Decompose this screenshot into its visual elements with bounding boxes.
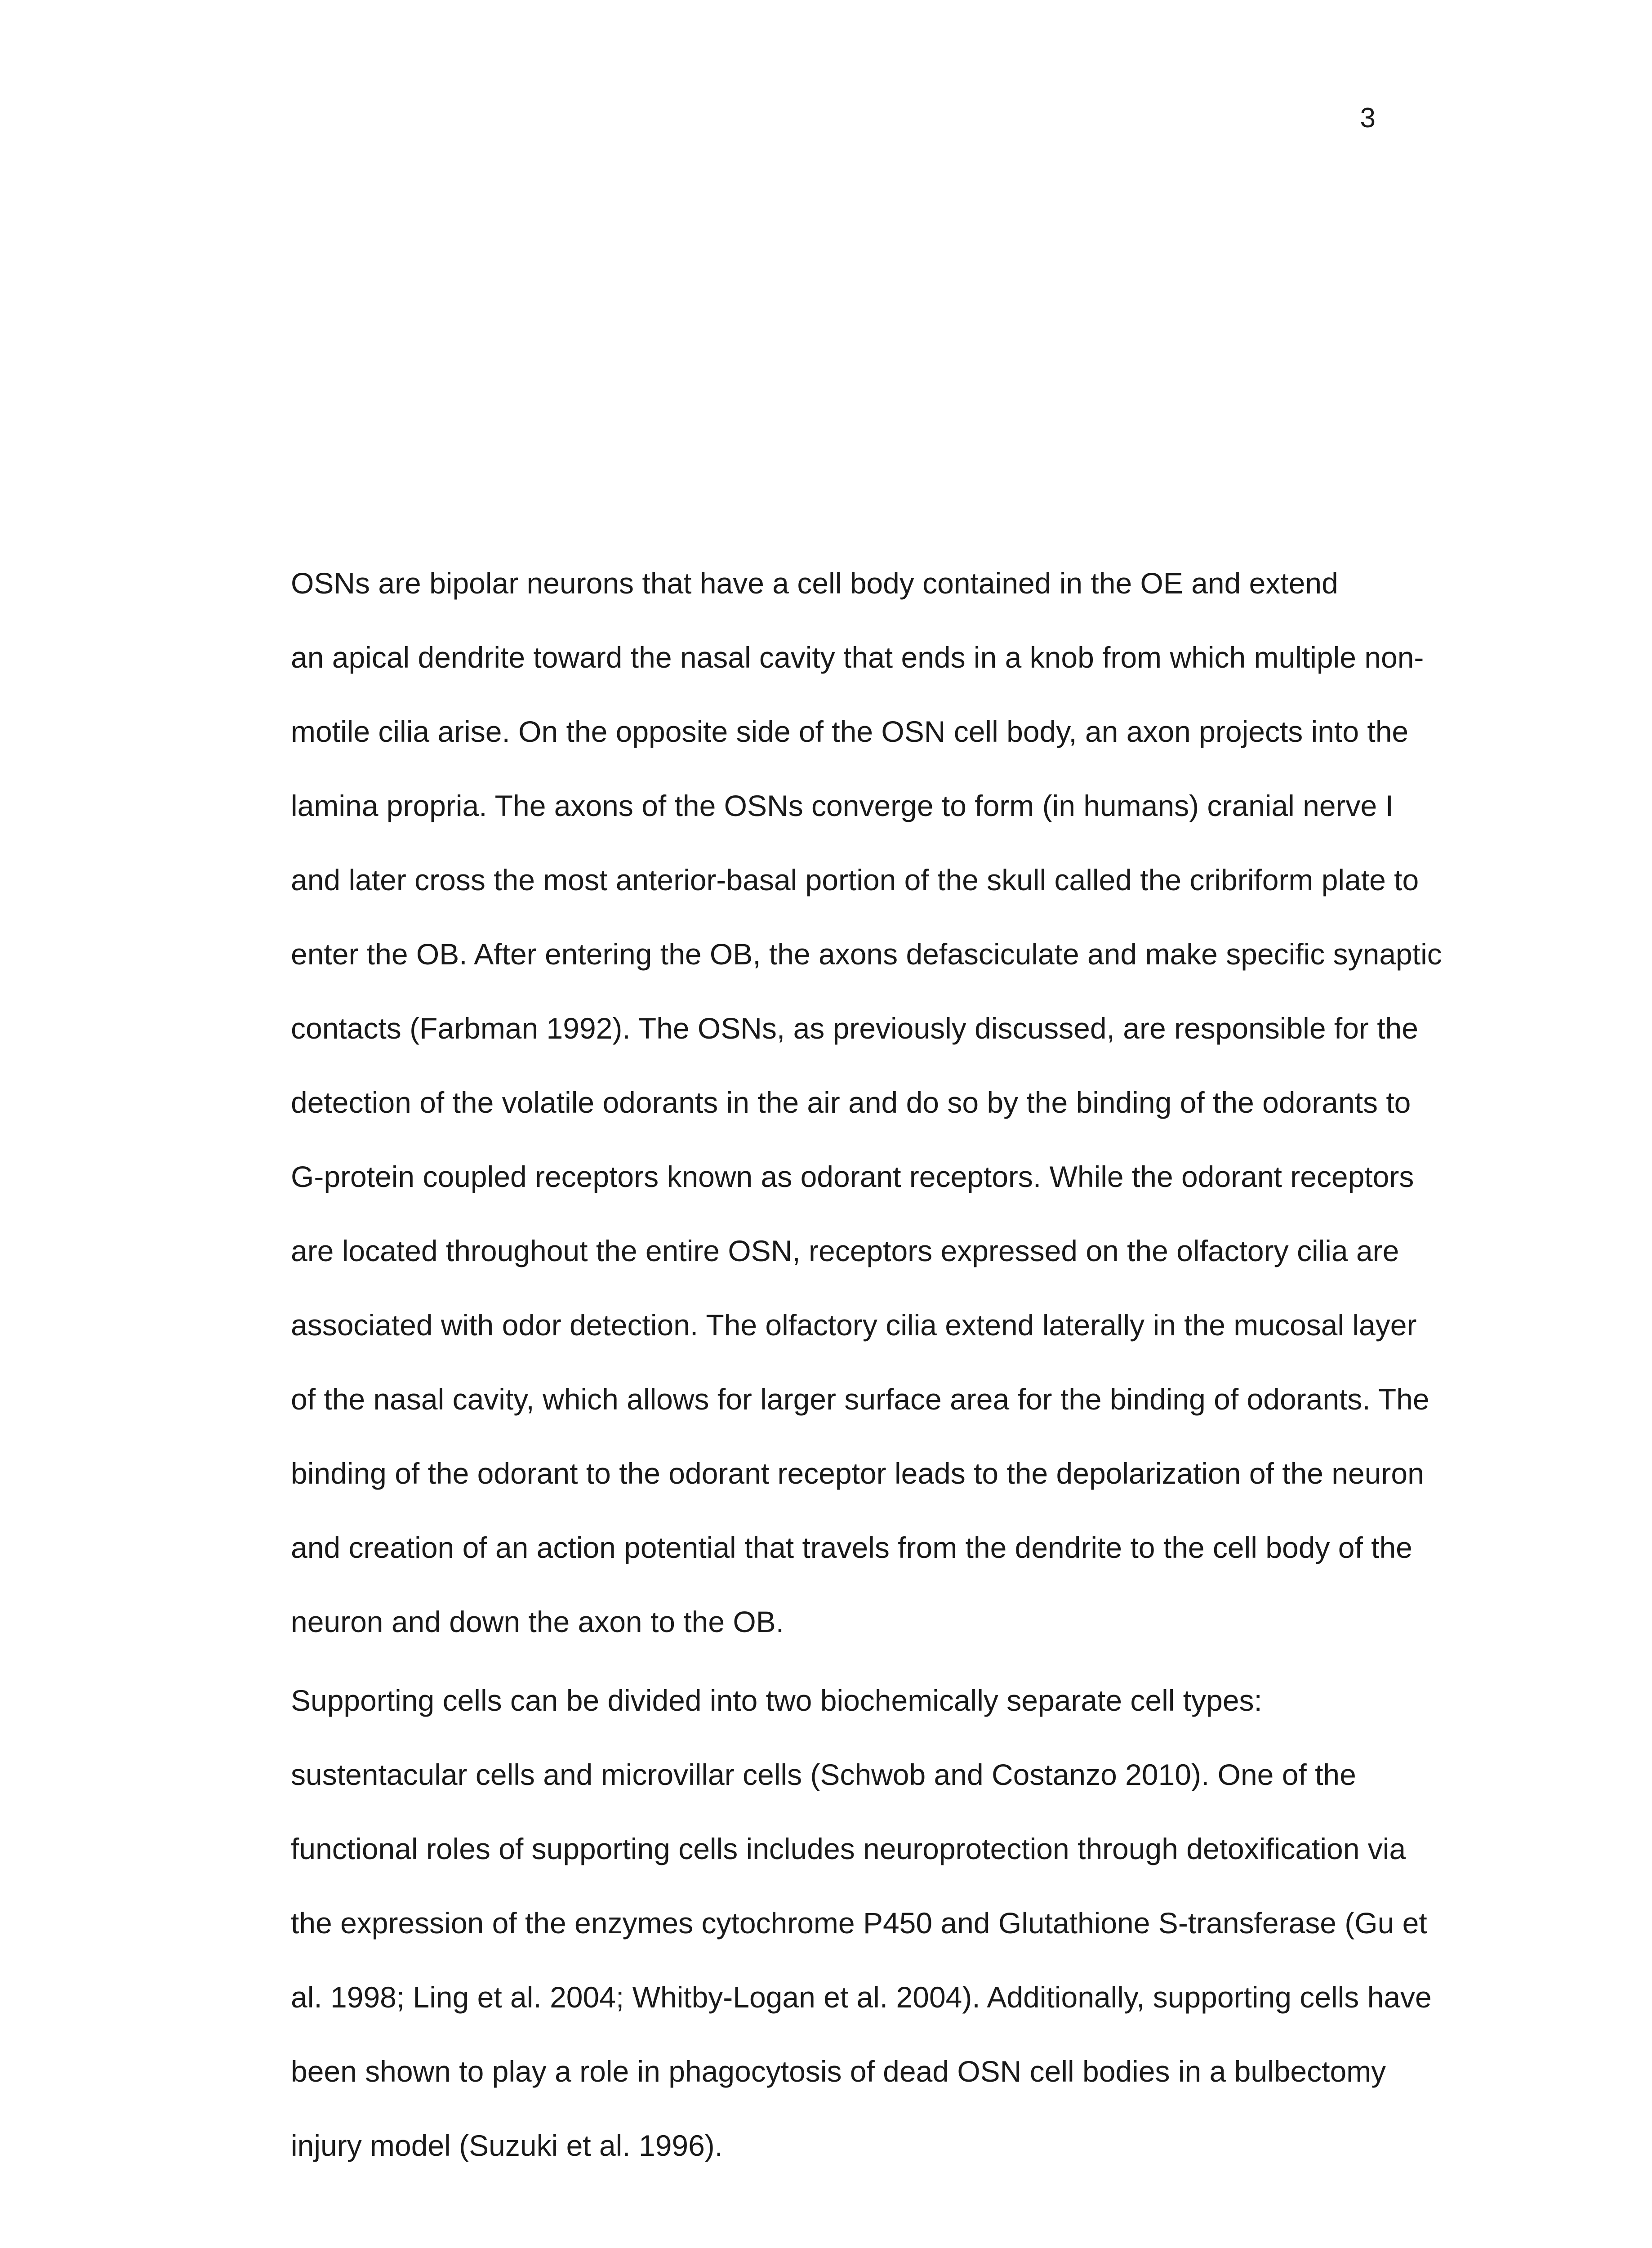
text-line: been shown to play a role in phagocytosis of dead OSN cell bodies in a bulbectomy [291, 2055, 1386, 2088]
text-line: the expression of the enzymes cytochrome P450 and Glutathione S-transferase (Gu et [291, 1906, 1427, 1940]
text-line: functional roles of supporting cells includes neuroprotection through detoxification via [291, 1832, 1406, 1865]
page-number: 3 [1360, 103, 1376, 134]
text-line: an apical dendrite toward the nasal cavity that ends in a knob from which multiple non- [291, 641, 1424, 674]
text-line: Supporting cells can be divided into two biochemically separate cell types: [291, 1684, 1262, 1717]
text-line: neuron and down the axon to the OB. [291, 1605, 784, 1638]
text-line: are located throughout the entire OSN, receptors expressed on the olfactory cilia are [291, 1234, 1399, 1267]
text-line: al. 1998; Ling et al. 2004; Whitby-Logan et al. 2004). Additionally, supporting cells have [291, 1980, 1432, 2014]
text-line: injury model (Suzuki et al. 1996). [291, 2129, 723, 2162]
text-line: associated with odor detection. The olfactory cilia extend laterally in the mucosal layer [291, 1308, 1417, 1342]
paragraph-osn-description [194, 546, 1466, 1659]
text-line: of the nasal cavity, which allows for larger surface area for the binding of odorants. The [291, 1383, 1429, 1416]
text-line: detection of the volatile odorants in the air and do so by the binding of the odorants to [291, 1086, 1411, 1119]
text-line: enter the OB. After entering the OB, the axons defasciculate and make specific synaptic [291, 937, 1442, 971]
body-text [194, 546, 1466, 2183]
text-line: G-protein coupled receptors known as odorant receptors. While the odorant receptors [291, 1160, 1414, 1193]
text-line: OSNs are bipolar neurons that have a cell body contained in the OE and extend [291, 566, 1338, 600]
text-line: lamina propria. The axons of the OSNs converge to form (in humans) cranial nerve I [291, 789, 1394, 822]
text-line: binding of the odorant to the odorant receptor leads to the depolarization of the neuron [291, 1457, 1424, 1490]
text-line: sustentacular cells and microvillar cells (Schwob and Costanzo 2010). One of the [291, 1758, 1356, 1791]
text-line: and later cross the most anterior-basal portion of the skull called the cribriform plate to [291, 863, 1419, 897]
text-line: and creation of an action potential that travels from the dendrite to the cell body of the [291, 1531, 1412, 1564]
text-line: contacts (Farbman 1992). The OSNs, as previously discussed, are responsible for the [291, 1012, 1418, 1045]
paragraph-supporting-cells [194, 1664, 1466, 2183]
text-line: motile cilia arise. On the opposite side of the OSN cell body, an axon projects into the [291, 715, 1409, 748]
